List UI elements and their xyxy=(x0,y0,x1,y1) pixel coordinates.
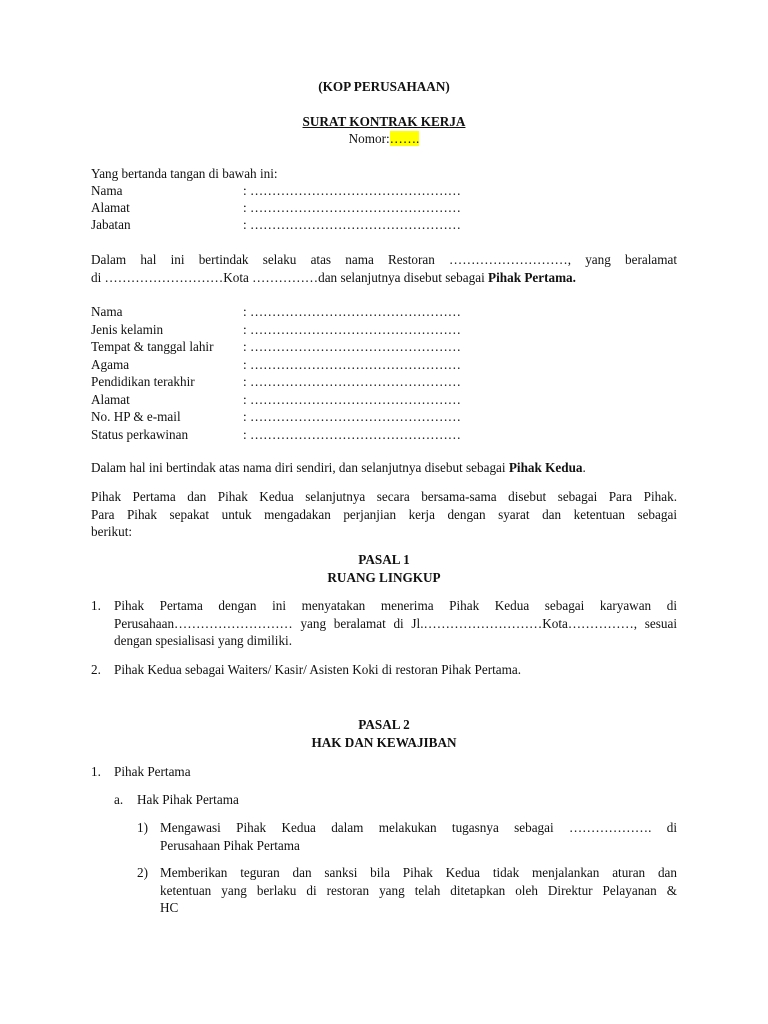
party1-field-alamat xyxy=(91,199,691,216)
party2-field-jenis-kelamin xyxy=(91,321,691,338)
field-value: : ………………………………………… xyxy=(243,356,461,372)
nomor-label: Nomor: xyxy=(348,131,390,146)
party2-field-alamat xyxy=(91,391,691,408)
pasal2-item1-label: Pihak Pertama xyxy=(114,764,191,779)
document-number xyxy=(0,130,768,147)
pihak-kedua-term: Pihak Kedua xyxy=(508,460,583,475)
pasal2-sub-a-number: a. xyxy=(114,792,124,807)
field-value: : ………………………………………… xyxy=(243,183,461,198)
pasal1-item1-line1: Pihak Pertama dengan ini menyatakan menerima Pihak Kedua sebagai karyawan di xyxy=(114,598,677,613)
document-title: SURAT KONTRAK KERJA xyxy=(302,114,466,129)
party1-paragraph-line1: Dalam hal ini bertindak selaku atas nama Restoran ………………………, yang beralamat xyxy=(91,252,677,267)
party1-field-nama xyxy=(91,182,691,199)
nomor-value: ……. xyxy=(389,131,420,146)
pasal2-subitem1-line1: Mengawasi Pihak Kedua dalam melakukan tugasnya sebagai ………………. di xyxy=(160,820,677,835)
pasal2-subitem1-number: 1) xyxy=(137,820,148,835)
field-value: : ………………………………………… xyxy=(243,217,461,232)
pasal2-subitem2-line3: HC xyxy=(160,900,179,915)
pasal1-item2-number: 2. xyxy=(91,662,101,677)
party2-field-agama xyxy=(91,356,691,373)
pasal2-subitem1-line2: Perusahaan Pihak Pertama xyxy=(160,837,300,853)
company-letterhead: (KOP PERUSAHAAN) xyxy=(318,79,450,94)
party1-field-jabatan xyxy=(91,216,691,233)
party2-paragraph xyxy=(91,459,586,476)
intro-text: Yang bertanda tangan di bawah ini: xyxy=(91,166,278,181)
field-label: Jenis kelamin xyxy=(91,321,164,337)
pihak-pertama-term: Pihak Pertama. xyxy=(488,270,576,285)
party2-field-ttl xyxy=(91,338,691,355)
pasal1-item1-line3: dengan spesialisasi yang dimiliki. xyxy=(114,633,293,648)
field-value: : ………………………………………… xyxy=(243,200,461,215)
pasal1-number: PASAL 1 xyxy=(358,552,410,567)
agreement-line2: Para Pihak sepakat untuk mengadakan perjanjian kerja dengan syarat dan ketentuan sebagai xyxy=(91,506,677,522)
field-value: : ………………………………………… xyxy=(243,409,461,424)
field-label: Agama xyxy=(91,356,130,372)
pasal2-number: PASAL 2 xyxy=(358,717,410,732)
field-value: : ………………………………………… xyxy=(243,426,461,442)
party2-field-status xyxy=(91,426,691,443)
field-label: Alamat xyxy=(91,200,130,215)
pasal1-title: RUANG LINGKUP xyxy=(327,569,441,585)
party1-paragraph-text: di ………………………Kota ……………dan selanjutnya disebut sebagai xyxy=(91,270,489,285)
pasal2-subitem2-number: 2) xyxy=(137,865,148,880)
field-value: : ………………………………………… xyxy=(243,339,461,354)
field-label: Nama xyxy=(91,304,123,319)
party2-field-hp-email xyxy=(91,408,691,425)
agreement-line1: Pihak Pertama dan Pihak Kedua selanjutnya secara bersama-sama disebut sebagai Para Pihak. xyxy=(91,489,677,504)
field-label: Status perkawinan xyxy=(91,426,189,442)
field-value: : ………………………………………… xyxy=(243,391,461,407)
field-value: : ………………………………………… xyxy=(243,321,461,337)
pasal2-subitem2-line1: Memberikan teguran dan sanksi bila Pihak Kedua tidak menjalankan aturan dan xyxy=(160,865,677,880)
field-label: Nama xyxy=(91,183,123,198)
agreement-line3: berikut: xyxy=(91,524,133,539)
party2-field-nama xyxy=(91,303,691,320)
party2-paragraph-text: Dalam hal ini bertindak atas nama diri sendiri, dan selanjutnya disebut sebagai xyxy=(91,460,509,475)
field-label: Tempat & tanggal lahir xyxy=(91,339,214,354)
field-label: Pendidikan terakhir xyxy=(91,374,195,389)
party2-field-pendidikan xyxy=(91,373,691,390)
field-value: : ………………………………………… xyxy=(243,374,461,389)
field-label: Jabatan xyxy=(91,217,131,232)
pasal1-item2-line1: Pihak Kedua sebagai Waiters/ Kasir/ Asisten Koki di restoran Pihak Pertama. xyxy=(114,662,522,677)
field-label: Alamat xyxy=(91,391,130,407)
party2-paragraph-end: . xyxy=(582,460,586,475)
pasal2-sub-a-label: Hak Pihak Pertama xyxy=(137,792,239,807)
pasal2-subitem2-line2: ketentuan yang berlaku di restoran yang telah ditetapkan oleh Direktur Pelayanan & xyxy=(160,882,677,898)
field-label: No. HP & e-mail xyxy=(91,409,181,424)
pasal2-item1-number: 1. xyxy=(91,764,101,779)
pasal2-title: HAK DAN KEWAJIBAN xyxy=(311,734,457,750)
pasal1-item1-number: 1. xyxy=(91,598,101,613)
pasal1-item1-line2: Perusahaan……………………… yang beralamat di Jl.………………………Kota……………, sesuai xyxy=(114,615,677,631)
party1-paragraph-line2 xyxy=(91,269,576,286)
field-value: : ………………………………………… xyxy=(243,304,461,319)
